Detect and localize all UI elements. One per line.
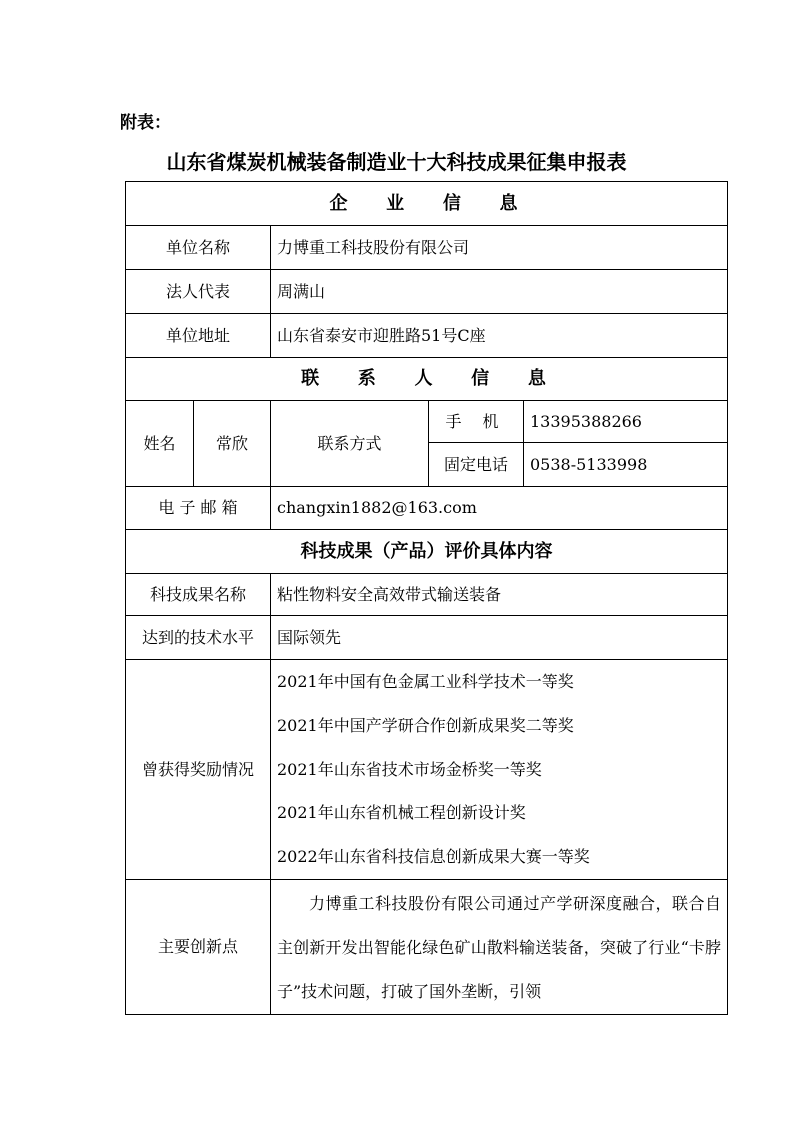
- innovation-text: 力博重工科技股份有限公司通过产学研深度融合，联合自主创新开发出智能化绿色矿山散料输送装备，突破了行业“卡脖子”技术问题，打破了国外垄断，引领: [277, 893, 722, 1001]
- mobile-label: 手 机: [429, 401, 524, 443]
- award-item: 2021年中国产学研合作创新成果奖二等奖: [277, 715, 574, 735]
- award-item: 2022年山东省科技信息创新成果大赛一等奖: [277, 847, 590, 867]
- table-row: [126, 574, 728, 616]
- achievement-name-value: 粘性物料安全高效带式输送装备: [271, 574, 728, 616]
- achievement-name-label: 科技成果名称: [126, 574, 271, 616]
- table-row: [126, 487, 728, 530]
- innovation-cell: [271, 879, 728, 1014]
- award-item: 2021年山东省技术市场金桥奖一等奖: [277, 759, 542, 779]
- contact-name-label: 姓名: [126, 401, 194, 487]
- table-row: [126, 270, 728, 314]
- enterprise-section-row: [126, 182, 728, 226]
- unit-name-value: 力博重工科技股份有限公司: [271, 226, 728, 270]
- address-label: 单位地址: [126, 314, 271, 358]
- attachment-label: 附表：: [120, 113, 171, 133]
- contact-section-row: [126, 358, 728, 401]
- application-form-table: [125, 181, 728, 1015]
- phone-label: 固定电话: [429, 443, 524, 487]
- achievement-section-header: 科技成果（产品）评价具体内容: [126, 530, 728, 574]
- enterprise-section-header: 企 业 信 息: [126, 182, 728, 226]
- unit-name-label: 单位名称: [126, 226, 271, 270]
- table-row: [126, 314, 728, 358]
- table-row: [126, 401, 728, 443]
- awards-list: [271, 660, 728, 880]
- table-row: [126, 660, 728, 880]
- awards-label: 曾获得奖励情况: [126, 660, 271, 880]
- address-value: 山东省泰安市迎胜路51号C座: [271, 314, 728, 358]
- tech-level-value: 国际领先: [271, 616, 728, 660]
- contact-method-label: 联系方式: [271, 401, 429, 487]
- legal-rep-label: 法人代表: [126, 270, 271, 314]
- award-item: 2021年山东省机械工程创新设计奖: [277, 803, 526, 823]
- legal-rep-value: 周满山: [271, 270, 728, 314]
- contact-name-value: 常欣: [194, 401, 271, 487]
- email-label: 电 子 邮 箱: [126, 487, 271, 530]
- table-row: [126, 616, 728, 660]
- email-value: changxin1882@163.com: [271, 487, 728, 530]
- innovation-label: 主要创新点: [126, 879, 271, 1014]
- award-item: 2021年中国有色金属工业科学技术一等奖: [277, 672, 574, 691]
- table-row: [126, 226, 728, 270]
- table-row: [126, 879, 728, 1014]
- phone-value: 0538-5133998: [524, 443, 728, 487]
- contact-section-header: 联 系 人 信 息: [126, 358, 728, 401]
- achievement-section-row: [126, 530, 728, 574]
- tech-level-label: 达到的技术水平: [126, 616, 271, 660]
- mobile-value: 13395388266: [524, 401, 728, 443]
- page-title: 山东省煤炭机械装备制造业十大科技成果征集申报表: [166, 150, 627, 174]
